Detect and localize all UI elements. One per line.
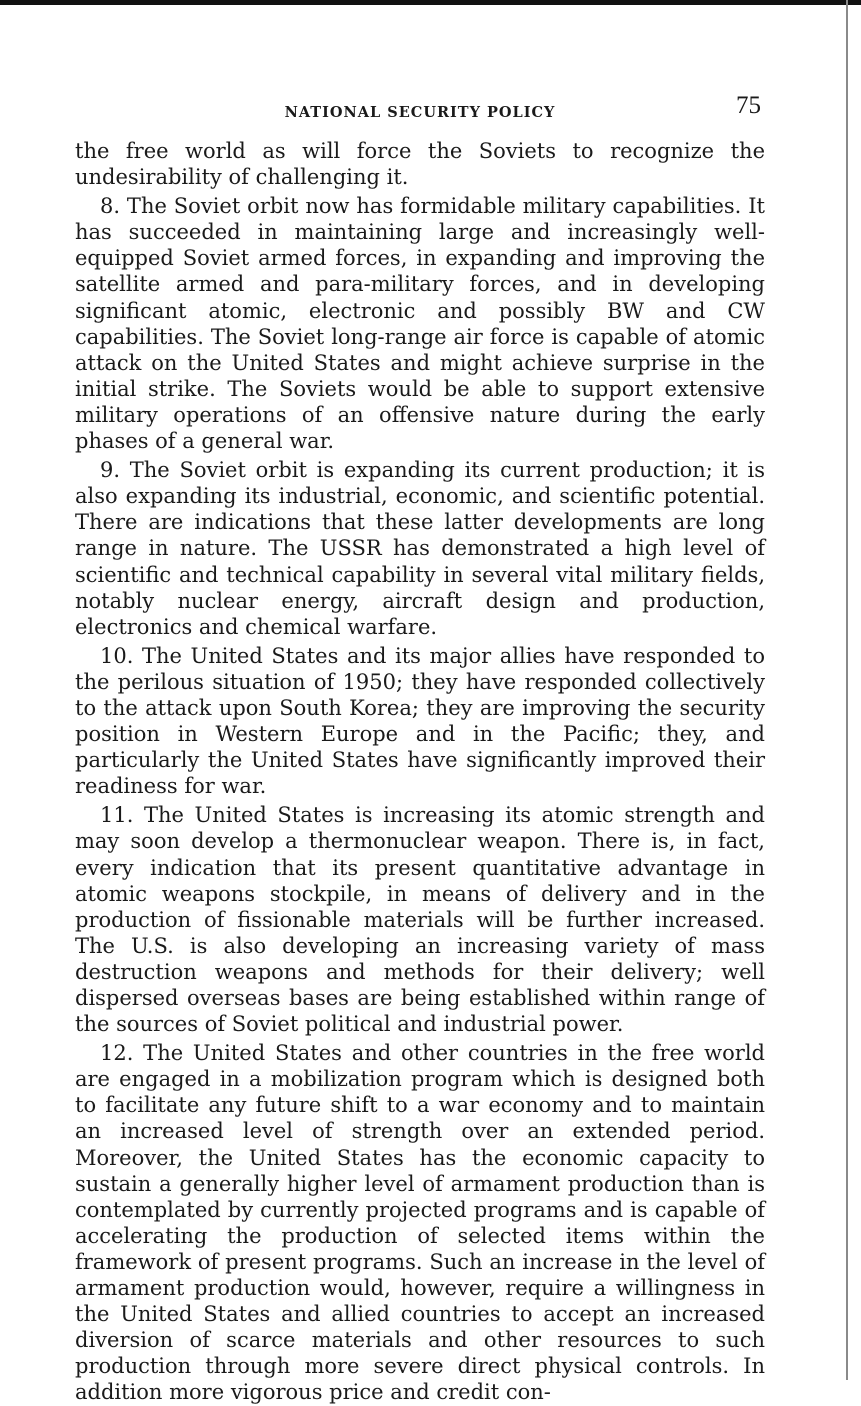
paragraph-11: 11. The United States is increasing its atomic strength and may soon develop a thermonuclear weapon. There is, in fact, every indication that its present quantitative advantage in atomic weapons stockpile, in means of delivery and in the production of fissionable materials will be further increased. The U.S. is also developing an increasing variety of mass destruction weapons and methods for their delivery; well dispersed overseas bases are being established within range of the sources of Soviet political and industrial power. [75, 803, 765, 1037]
paragraph-9: 9. The Soviet orbit is expanding its current production; it is also expanding its industrial, economic, and scientific potential. There are indications that these latter developments are long range in nature. The USSR has demonstrated a high level of scientific and technical capability in several vital military fields, notably nuclear energy, aircraft design and production, electronics and chemical warfare. [75, 458, 765, 639]
page-right-edge [846, 0, 848, 1380]
paragraph-12: 12. The United States and other countries in the free world are engaged in a mobilization program which is designed both to facilitate any future shift to a war economy and to maintain an increased level of strength over an extended period. Moreover, the United States has the economic capacity to sustain a generally higher level of armament production than is contemplated by currently projected programs and is capable of accelerating the production of selected items within the framework of present programs. Such an increase in the level of armament production would, however, require a willingness in the United States and allied countries to accept an increased diversion of scarce materials and other resources to such production through more severe direct physical controls. In addition more vigorous price and credit con- [75, 1041, 765, 1405]
paragraph-continuation: the free world as will force the Soviets to recognize the undesirability of challenging it. [75, 139, 765, 190]
page-number: 75 [736, 92, 761, 119]
page-header [75, 92, 765, 128]
paragraph-10: 10. The United States and its major allies have responded to the perilous situation of 1950; they have responded collectively to the attack upon South Korea; they are improving the security position in Western Europe and in the Pacific; they, and particularly the United States have significantly improved their readiness for war. [75, 643, 765, 799]
page-top-edge [0, 0, 861, 5]
running-head: NATIONAL SECURITY POLICY [284, 104, 556, 121]
paragraph-8: 8. The Soviet orbit now has formidable military capabilities. It has succeeded in maintaining large and increasingly well-equipped Soviet armed forces, in expanding and improving the satellite armed and para-military forces, and in developing significant atomic, electronic and possibly BW and CW capabilities. The Soviet long-range air force is capable of atomic attack on the United States and might achieve surprise in the initial strike. The Soviets would be able to support extensive military operations of an offensive nature during the early phases of a general war. [75, 194, 765, 454]
body-text [75, 138, 765, 1406]
